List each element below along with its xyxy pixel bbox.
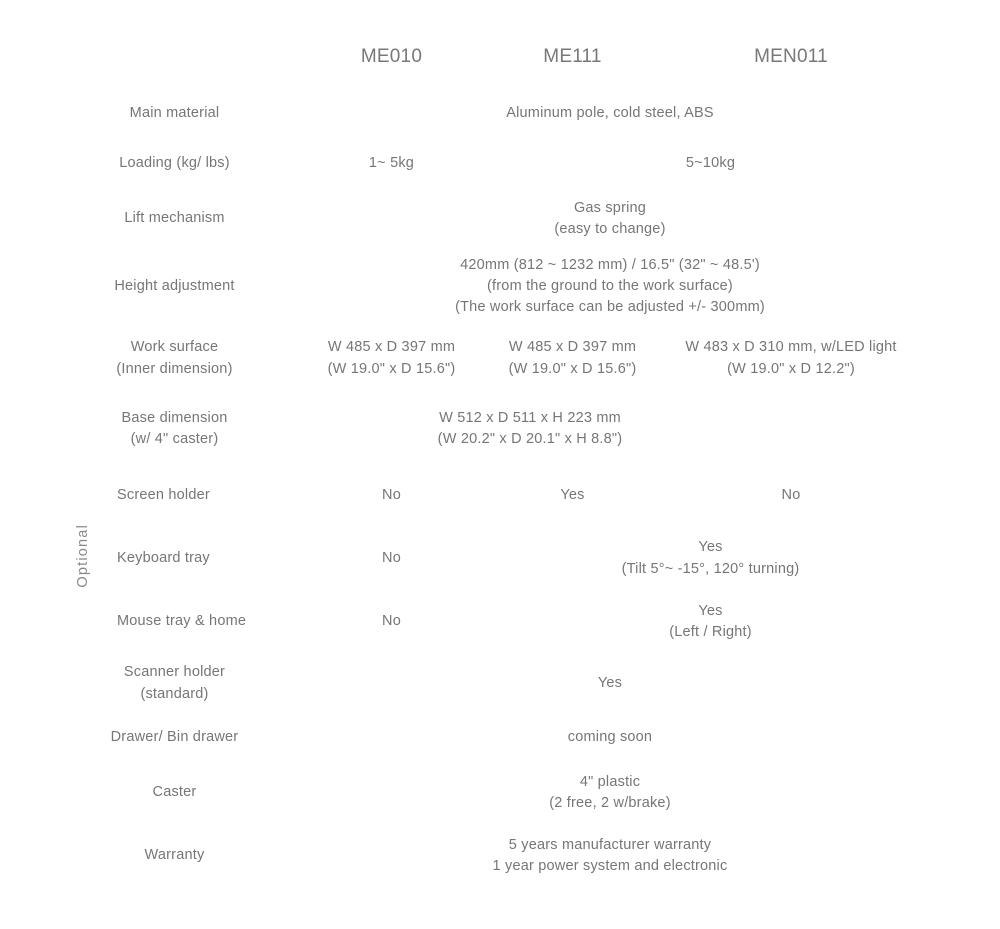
warranty-line-2: 1 year power system and electronic [492, 858, 728, 874]
mouse-tray-line-2: (Left / Right) [669, 624, 752, 640]
warranty-line-1: 5 years manufacturer warranty [508, 836, 712, 853]
specification-table [58, 25, 929, 888]
cell-drawer-all: coming soon [567, 729, 653, 746]
work-surface-men011-line-1: W 483 x D 310 mm, w/LED light [685, 339, 897, 356]
cell-loading-me111-men011: 5~10kg [685, 155, 736, 172]
table-row-scanner-holder [58, 653, 929, 714]
cell-lift-mechanism-all [291, 189, 929, 249]
scanner-holder-label-line-2: (standard) [140, 685, 209, 702]
base-dimension-line-2: (W 20.2" x D 20.1" x H 8.8") [437, 431, 623, 447]
base-dimension-line-1: W 512 x D 511 x H 223 mm [439, 409, 621, 426]
table-row-work-surface [58, 324, 929, 393]
mouse-tray-line-1: Yes [698, 602, 723, 619]
row-label-screen-holder: Screen holder [117, 486, 210, 503]
table-row-screen-holder [58, 465, 929, 526]
height-adjustment-line-2: (from the ground to the work surface) [487, 277, 733, 294]
scanner-holder-label-line-1: Scanner holder [123, 664, 226, 681]
table-row-lift-mechanism [58, 189, 929, 249]
work-surface-men011-line-2: (W 19.0" x D 12.2") [727, 360, 855, 377]
optional-vertical-label: Optional [74, 523, 91, 588]
cell-work-surface-men011 [653, 324, 929, 393]
header-model-me111: ME111 [543, 46, 602, 68]
caster-line-1: 4" plastic [579, 773, 641, 790]
cell-loading-me010: 1~ 5kg [368, 155, 415, 172]
row-label-work-surface [58, 324, 291, 393]
lift-mechanism-line-1: Gas spring [573, 199, 647, 216]
table-row-main-material [58, 89, 929, 139]
table-row-mouse-tray [58, 591, 929, 653]
row-label-lift-mechanism: Lift mechanism [124, 210, 225, 227]
header-model-me010: ME010 [360, 46, 423, 68]
specification-table-container [58, 25, 929, 888]
row-label-height-adjustment: Height adjustment [114, 277, 235, 294]
table-row-warranty [58, 824, 929, 888]
cell-warranty-all [291, 824, 929, 888]
cell-base-dimension-all [291, 393, 653, 465]
keyboard-tray-line-2: (Tilt 5°~ -15°, 120° turning) [621, 560, 800, 577]
row-label-main-material: Main material [129, 105, 220, 122]
header-model-men011: MEN011 [754, 46, 828, 68]
cell-work-surface-me010 [291, 324, 492, 393]
table-row-loading [58, 139, 929, 189]
cell-main-material-all: Aluminum pole, cold steel, ABS [506, 105, 714, 122]
cell-mouse-tray-me010: No [382, 613, 401, 630]
base-dimension-label-line-2: (w/ 4" caster) [130, 431, 219, 447]
group-label-optional [58, 465, 109, 653]
cell-screen-holder-me111: Yes [560, 486, 585, 503]
work-surface-label-line-2: (Inner dimension) [116, 360, 233, 377]
work-surface-me010-line-1: W 485 x D 397 mm [327, 339, 456, 356]
row-label-warranty: Warranty [144, 847, 205, 864]
row-label-drawer: Drawer/ Bin drawer [110, 729, 239, 746]
cell-scanner-holder-all: Yes [597, 674, 623, 691]
row-label-base-dimension [58, 393, 291, 465]
table-row-caster [58, 762, 929, 824]
table-row-keyboard-tray [58, 526, 929, 591]
table-header-row [58, 25, 929, 89]
row-label-keyboard-tray: Keyboard tray [117, 549, 210, 566]
cell-screen-holder-men011: No [781, 486, 801, 503]
lift-mechanism-line-2: (easy to change) [554, 221, 666, 237]
cell-caster-all [291, 762, 929, 824]
row-label-loading: Loading (kg/ lbs) [119, 155, 230, 172]
table-row-drawer [58, 714, 929, 762]
cell-work-surface-me111 [492, 324, 653, 393]
work-surface-me111-line-2: (W 19.0" x D 15.6") [508, 360, 637, 377]
work-surface-me111-line-1: W 485 x D 397 mm [508, 339, 637, 356]
cell-keyboard-tray-me111-men011 [492, 526, 929, 591]
header-spec-label [58, 25, 291, 89]
row-label-mouse-tray: Mouse tray & home [117, 613, 247, 630]
cell-screen-holder-me010: No [382, 486, 401, 503]
table-row-height-adjustment [58, 249, 929, 324]
cell-mouse-tray-me111-men011 [492, 591, 929, 653]
row-label-scanner-holder [58, 653, 291, 714]
height-adjustment-line-1: 420mm (812 ~ 1232 mm) / 16.5" (32" ~ 48.5') [460, 256, 760, 273]
table-row-base-dimension [58, 393, 929, 465]
row-label-caster: Caster [152, 784, 197, 801]
keyboard-tray-line-1: Yes [698, 539, 723, 556]
base-dimension-label-line-1: Base dimension [121, 409, 228, 426]
cell-keyboard-tray-me010: No [382, 549, 401, 566]
cell-height-adjustment-all [291, 249, 929, 324]
work-surface-label-line-1: Work surface [130, 339, 219, 356]
work-surface-me010-line-2: (W 19.0" x D 15.6") [327, 360, 456, 377]
caster-line-2: (2 free, 2 w/brake) [549, 795, 671, 811]
height-adjustment-line-3: (The work surface can be adjusted +/- 300mm) [455, 299, 765, 315]
